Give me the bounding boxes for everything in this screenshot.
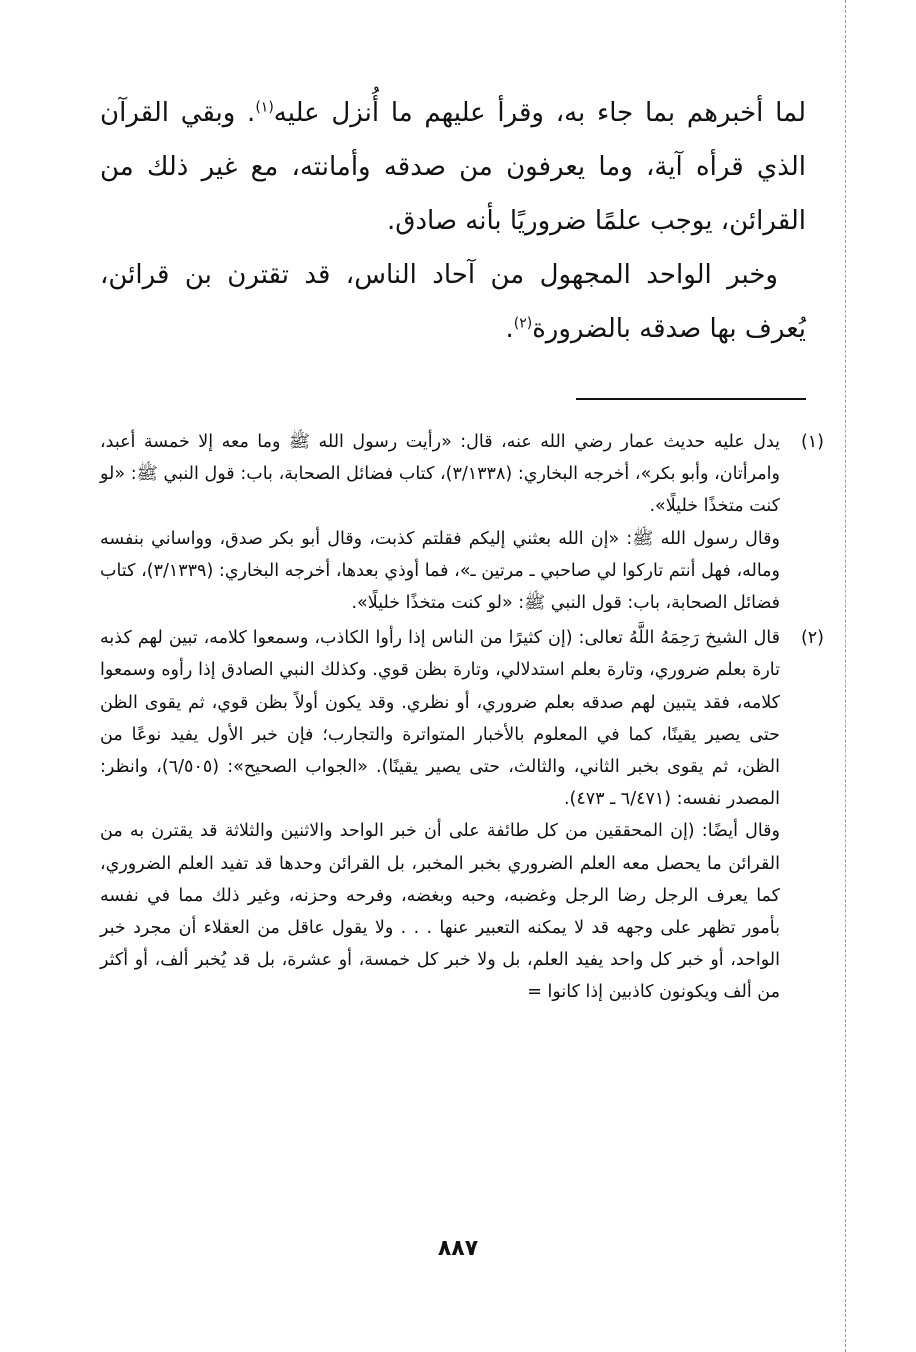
main-paragraph-2: وخبر الواحد المجهول من آحاد الناس، قد تقترن بن قرائن، يُعرف بها صدقه بالضرورة$^{(٢)}$.: [100, 260, 806, 344]
footnote-ref-2[interactable]: (٢): [513, 315, 533, 332]
footnote-1: [100, 426, 824, 619]
footnote-2: [100, 622, 824, 1008]
footnote-ref-1[interactable]: (١): [255, 99, 274, 116]
footnote-number: (١): [800, 432, 824, 452]
main-paragraph-1: لما أخبرهم بما جاء به، وقرأ عليهم ما أُنزل عليه$^{(١)}$. وبقي القرآن الذي قرأه آية، وما يعرفون من صدقه وأمانته، مع غير ذلك من القرائن، يوجب علمًا ضروريًا بأنه صادق.: [100, 98, 806, 236]
footnote-text: يدل عليه حديث عمار رضي الله عنه، قال: «رأيت رسول الله ﷺ وما معه إلا خمسة أعبد، وامرأتان، وأبو بكر»، أخرجه البخاري: (٣/١٣٣٨)، كتاب فضائل الصحابة، باب: قول النبي ﷺ: «لو كنت متخذًا خليلًا».: [100, 432, 780, 517]
page-edge-dashed-line: [845, 0, 846, 1352]
footnote-text: وقال رسول الله ﷺ: «إن الله بعثني إليكم فقلتم كذبت، وقال أبو بكر صدق، وواساني بنفسه وماله، فهل أنتم تاركوا لي صاحبي ـ مرتين ـ»، فما أوذي بعدها، أخرجه البخاري: (٣/١٣٣٩)، كتاب فضائل الصحابة، باب: قول النبي ﷺ: «لو كنت متخذًا خليلًا».: [100, 528, 780, 614]
footnote-separator: [576, 398, 806, 400]
footnotes: [100, 426, 824, 1012]
footnote-text: وقال أيضًا: (إن المحققين من كل طائفة على أن خبر الواحد والاثنين والثلاثة قد يقترن به من القرائن ما يحصل معه العلم الضروري بخبر المخبر، بل القرائن وحدها قد تفيد العلم الضروري، كما يعرف الرجل رضا الرجل وغضبه، وحبه وبغضه، وفرحه وحزنه، وغير ذلك مما في نفسه بأمور تظهر على وجهه قد لا يمكنه التعبير عنها . . . ولا يقول عاقل من العقلاء أن مجرد خبر الواحد، أو خبر كل واحد يفيد العلم، بل ولا خبر كل خمسة، أو عشرة، بل قد يُخبر ألف، أو أكثر من ألف ويكونون كاذبين إذا كانوا =: [100, 821, 780, 1003]
footnote-number: (٢): [800, 628, 824, 649]
main-text: [100, 86, 806, 356]
page-number: ٨٨٧: [437, 1236, 479, 1261]
footnote-text: قال الشيخ رَحِمَهُ اللَّهُ تعالى: (إن كثيرًا من الناس إذا رأوا الكاذب، وسمعوا كلامه، تبين لهم كذبه تارة بعلم ضروري، وتارة بعلم استدلالي، وتارة بظن قوي. وكذلك النبي الصادق إذا رأوه وسمعوا كلامه، فقد يتبين لهم صدقه بعلم ضروري، أو نظري. وقد يكون أولاً بظن قوي، ثم يقوى الظن حتى يصير يقينًا، كما في المعلوم بالأخبار المتواترة والتجارب؛ فإن خبر الأول يفيد نوعًا من الظن، ثم يقوى بخبر الثاني، والثالث، حتى يصير يقينًا). «الجواب الصحيح»: (٦/٥٠٥)، وانظر: المصدر نفسه: (٦/٤٧١ ـ ٤٧٣).: [100, 628, 780, 810]
